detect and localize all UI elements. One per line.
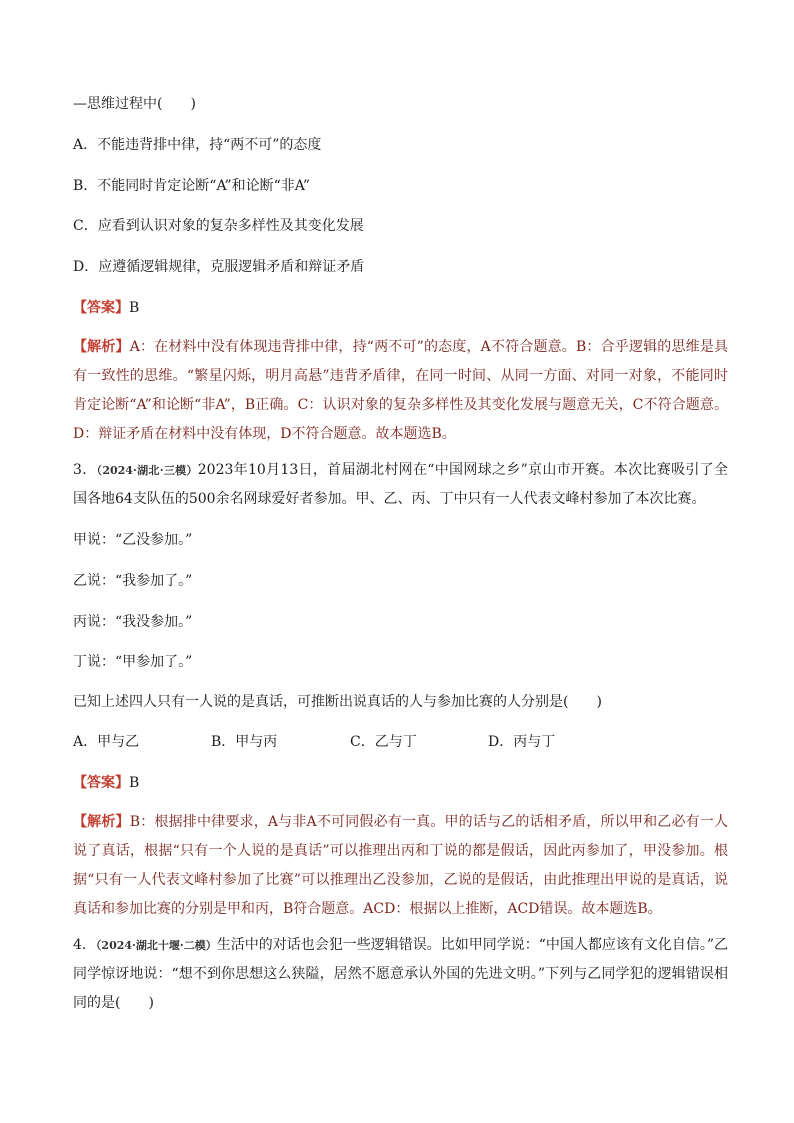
question-2-analysis — [73, 333, 728, 449]
analysis-tag: 【解析】 — [73, 814, 130, 830]
question-3-option-d: D．丙与丁 — [488, 734, 556, 750]
answer-value: B — [129, 300, 140, 316]
question-2-stem-tail: —思维过程中( ) — [73, 96, 196, 112]
question-2-answer — [73, 298, 139, 318]
question-2-option-b: B．不能同时肯定论断“A”和论断“非A” — [73, 178, 311, 194]
statement-ding: 丁说：“甲参加了。” — [73, 654, 193, 670]
statement-bing: 丙说：“我没参加。” — [73, 614, 193, 630]
question-3-stem — [73, 456, 728, 514]
question-source: （2024·湖北·三模） — [96, 464, 198, 477]
question-2-option-c: C．应看到认识对象的复杂多样性及其变化发展 — [73, 218, 364, 234]
analysis-text: B：根据排中律要求，A与非A不可同假必有一真。甲的话与乙的话相矛盾，所以甲和乙必有一人说了真话，根据“只有一个人说的是真话”可以推理出丙和丁说的都是假话，因此丙参加了，甲没参加。根据“只有一人代表文峰村参加了比赛”可以推理出乙没参加，乙说的是假话，由此推理出甲说的是真话，说真话和参加比赛的分别是甲和丙，B符合题意。ACD：根据以上推断，ACD错误。故本题选B。 — [73, 814, 729, 917]
question-2-option-a: A．不能违背排中律，持“两不可”的态度 — [73, 137, 322, 153]
question-number: 3． — [73, 462, 97, 478]
question-3-question: 已知上述四人只有一人说的是真话，可推断出说真话的人与参加比赛的人分别是( ) — [73, 694, 602, 710]
statement-yi: 乙说：“我参加了。” — [73, 573, 193, 589]
question-text: 2023年10月13日，首届湖北村网在“中国网球之乡”京山市开赛。本次比赛吸引了全国各地64支队伍的500余名网球爱好者参加。甲、乙、丙、丁中只有一人代表文峰村参加了本次比赛。 — [73, 462, 728, 507]
statement-jia: 甲说：“乙没参加。” — [73, 532, 193, 548]
question-3-option-a: A．甲与乙 — [73, 734, 140, 750]
analysis-tag: 【解析】 — [73, 339, 130, 355]
question-2-option-d: D．应遵循逻辑规律，克服逻辑矛盾和辩证矛盾 — [73, 259, 365, 275]
question-3-option-c: C．乙与丁 — [350, 734, 417, 750]
answer-value: B — [129, 775, 140, 791]
question-3-option-b: B．甲与丙 — [211, 734, 278, 750]
question-3-options — [73, 732, 555, 752]
question-number: 4． — [73, 937, 96, 953]
answer-tag: 【答案】 — [73, 775, 129, 791]
analysis-text: A：在材料中没有体现违背排中律，持“两不可”的态度，A不符合题意。B：合乎逻辑的思维是具有一致性的思维。“繁星闪烁，明月高悬”违背矛盾律，在同一时间、从同一方面、对同一对象，不能同时肯定论断“A”和论断“非A”，B正确。C：认识对象的复杂多样性及其变化发展与题意无关，C不符合题意。D：辩证矛盾在材料中没有体现，D不符合题意。故本题选B。 — [73, 339, 729, 442]
answer-tag: 【答案】 — [73, 300, 129, 316]
question-3-analysis — [73, 808, 728, 924]
question-3-answer — [73, 773, 139, 793]
question-4-stem — [73, 931, 728, 1018]
question-source: （2024·湖北十堰·二模） — [95, 939, 217, 952]
question-text: 生活中的对话也会犯一些逻辑错误。比如甲同学说：“中国人都应该有文化自信。”乙同学惊讶地说：“想不到你思想这么狭隘，居然不愿意承认外国的先进文明。”下列与乙同学犯的逻辑错误相同的是( ) — [73, 937, 729, 1011]
